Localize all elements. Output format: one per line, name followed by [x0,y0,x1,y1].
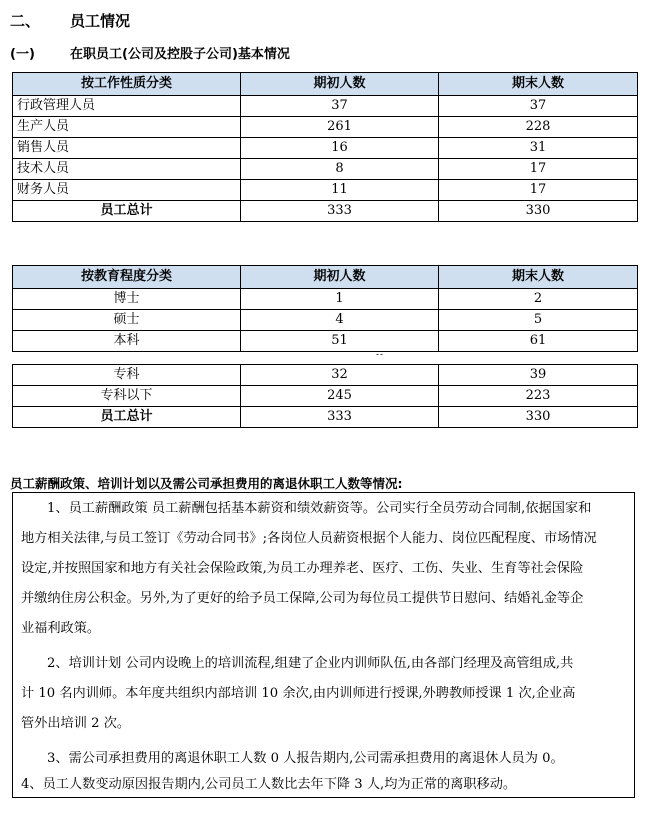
table-row [13,138,638,159]
section-heading [10,10,130,31]
education-table-continued [12,364,638,428]
start-count-cell: 37 [241,96,439,117]
page-break-mark: -- [376,350,385,360]
policy-line: 并缴纳住房公积金。另外,为了更好的给予员工保障,公司为每位员工提供节日慰问、结婚礼金等企 [21,591,584,606]
table-row [13,96,638,117]
category-cell: 本科 [13,331,241,352]
header-cell: 期初人数 [241,73,439,96]
policy-line: 地方相关法律,与员工签订《劳动合同书》;各岗位人员薪资根据个人能力、岗位匹配程度、市场情况 [21,531,597,546]
end-count-cell: 228 [439,117,638,138]
end-count-cell: 5 [439,310,638,331]
subsection-heading [10,43,290,62]
subsection-number: (一) [10,47,35,62]
category-cell: 生产人员 [13,117,241,138]
section-number: 二、 [10,12,41,30]
category-cell: 硕士 [13,310,241,331]
end-count-cell: 2 [439,289,638,310]
policy-line: 计 10 名内训师。本年度共组织内部培训 10 余次,由内训师进行授课,外聘教师授课 1 次,企业高 [21,686,576,701]
end-count-cell: 330 [439,407,638,428]
table-row [13,180,638,201]
category-cell: 专科以下 [13,386,241,407]
category-cell: 财务人员 [13,180,241,201]
start-count-cell: 1 [241,289,439,310]
policy-line: 业福利政策。 [21,621,101,636]
header-cell: 期末人数 [439,266,638,289]
table-total-row [13,201,638,222]
category-cell: 技术人员 [13,159,241,180]
total-label-cell: 员工总计 [13,407,241,428]
header-cell: 期初人数 [241,266,439,289]
start-count-cell: 8 [241,159,439,180]
policy-line: 4、员工人数变动原因报告期内,公司员工人数比去年下降 3 人,均为正常的离职移动。 [21,777,517,792]
end-count-cell: 223 [439,386,638,407]
table-row [13,365,638,386]
table-row [13,117,638,138]
start-count-cell: 16 [241,138,439,159]
policy-line: 2、培训计划 公司内设晚上的培训流程,组建了企业内训师队伍,由各部门经理及高管组成,共 [47,656,574,671]
header-cell: 按工作性质分类 [13,73,241,96]
start-count-cell: 333 [241,407,439,428]
table-row [13,159,638,180]
end-count-cell: 330 [439,201,638,222]
policy-title: 员工薪酬政策、培训计划以及需公司承担费用的离退休职工人数等情况: [10,476,403,491]
category-cell: 销售人员 [13,138,241,159]
start-count-cell: 32 [241,365,439,386]
start-count-cell: 4 [241,310,439,331]
subsection-title: 在职员工(公司及控股子公司)基本情况 [70,47,290,62]
table-row [13,310,638,331]
policy-line: 3、需公司承担费用的离退休职工人数 0 人报告期内,公司需承担费用的离退休人员为 0。 [47,751,564,766]
policy-line: 管外出培训 2 次。 [21,716,131,731]
start-count-cell: 245 [241,386,439,407]
table-row [13,289,638,310]
end-count-cell: 17 [439,159,638,180]
header-cell: 期末人数 [439,73,638,96]
education-table [12,265,638,352]
policy-line: 设定,并按照国家和地方有关社会保险政策,为员工办理养老、医疗、工伤、失业、生育等社会保险 [21,561,584,576]
end-count-cell: 17 [439,180,638,201]
table-row [13,386,638,407]
header-cell: 按教育程度分类 [13,266,241,289]
end-count-cell: 37 [439,96,638,117]
policy-box [12,492,635,798]
table-total-row [13,407,638,428]
start-count-cell: 11 [241,180,439,201]
end-count-cell: 39 [439,365,638,386]
section-title: 员工情况 [70,12,131,30]
table-row [13,331,638,352]
category-cell: 专科 [13,365,241,386]
work-nature-table [12,72,638,222]
table-header-row [13,266,638,289]
start-count-cell: 51 [241,331,439,352]
category-cell: 博士 [13,289,241,310]
end-count-cell: 31 [439,138,638,159]
start-count-cell: 333 [241,201,439,222]
table-header-row [13,73,638,96]
end-count-cell: 61 [439,331,638,352]
policy-line: 1、员工薪酬政策 员工薪酬包括基本薪资和绩效薪资等。公司实行全员劳动合同制,依据国家和 [47,501,592,516]
start-count-cell: 261 [241,117,439,138]
category-cell: 行政管理人员 [13,96,241,117]
total-label-cell: 员工总计 [13,201,241,222]
